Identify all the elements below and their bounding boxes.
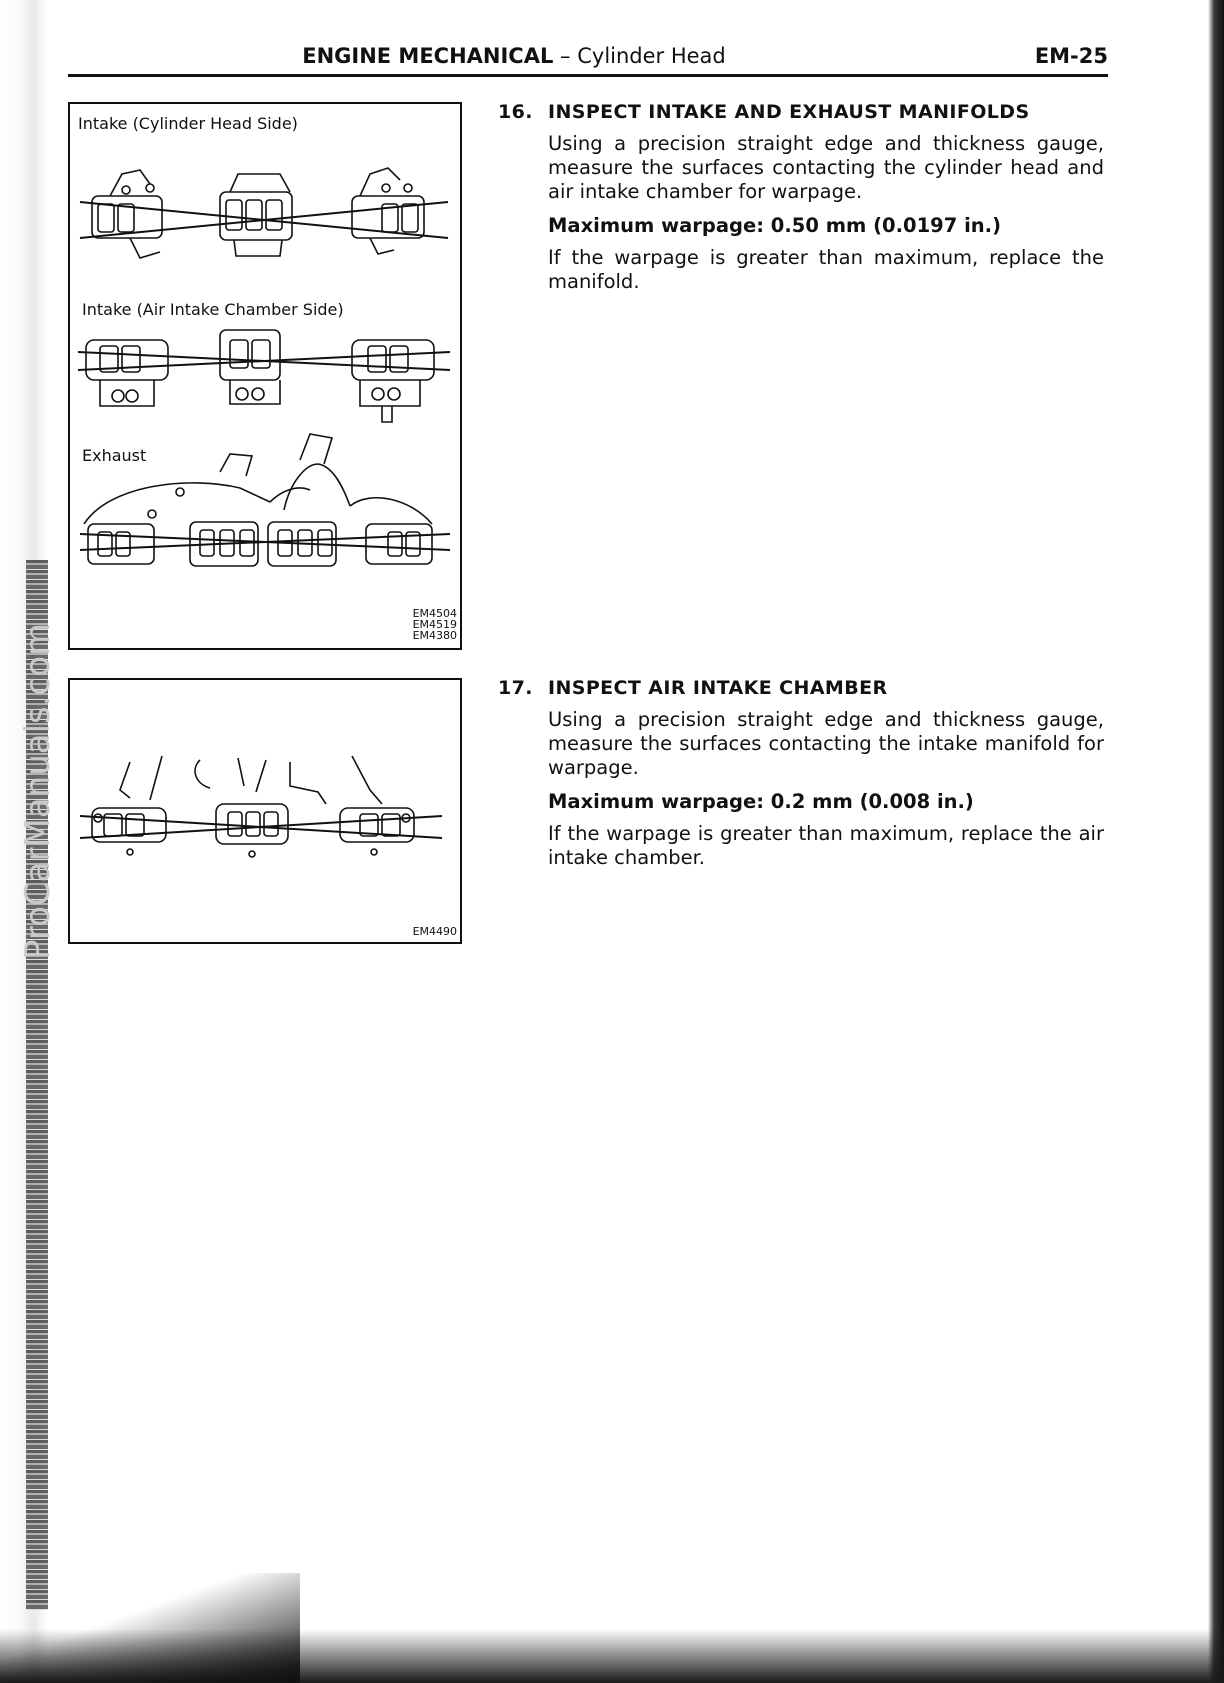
header-subsection: – Cylinder Head — [560, 44, 726, 68]
step-16-number: 16. — [498, 101, 533, 123]
scan-edge-right — [1208, 0, 1224, 1683]
step-17-heading: INSPECT AIR INTAKE CHAMBER — [548, 677, 888, 699]
step-17-number: 17. — [498, 677, 533, 699]
step-17-action: If the warpage is greater than maximum, replace the air intake chamber. — [548, 822, 1104, 869]
step-16-text: Using a precision straight edge and thickness gauge, measure the surfaces contacting the cylinder head and air intake chamber for warpage. — [548, 132, 1104, 203]
step-17 — [498, 676, 1104, 870]
header-section: ENGINE MECHANICAL — [302, 44, 554, 68]
figure-label-exhaust: Exhaust — [82, 446, 147, 465]
step-16-action: If the warpage is greater than maximum, replace the manifold. — [548, 246, 1104, 293]
figure-label-intake-head-side: Intake (Cylinder Head Side) — [78, 114, 298, 133]
manifold-illustration — [70, 104, 460, 648]
intake-head-side-drawing — [80, 168, 448, 258]
figure-code-1: EM4504 — [412, 607, 457, 620]
step-16-heading: INSPECT INTAKE AND EXHAUST MANIFOLDS — [548, 101, 1030, 123]
scan-corner-shadow — [0, 1573, 300, 1683]
step-17-spec: Maximum warpage: 0.2 mm (0.008 in.) — [548, 790, 974, 813]
figure-air-intake-chamber — [68, 678, 462, 944]
figure-label-intake-chamber-side: Intake (Air Intake Chamber Side) — [82, 300, 344, 319]
intake-chamber-side-drawing — [78, 330, 450, 422]
watermark: ProCarManuals.com — [18, 622, 58, 960]
page-header — [68, 38, 1108, 77]
header-title — [68, 44, 960, 68]
figure-manifold-inspection — [68, 102, 462, 650]
figure-code-3: EM4380 — [412, 629, 457, 642]
step-16-title — [498, 100, 1104, 124]
exhaust-drawing — [80, 434, 450, 566]
air-intake-chamber-illustration — [70, 680, 460, 942]
figure-code-2: EM4519 — [412, 618, 457, 631]
step-16 — [498, 100, 1104, 294]
step-16-spec: Maximum warpage: 0.50 mm (0.0197 in.) — [548, 214, 1001, 237]
figure-code-4: EM4490 — [412, 925, 457, 938]
step-17-text: Using a precision straight edge and thickness gauge, measure the surfaces contacting the intake manifold for warpage. — [548, 708, 1104, 779]
page-number: EM-25 — [1034, 44, 1108, 68]
step-17-title — [498, 676, 1104, 700]
